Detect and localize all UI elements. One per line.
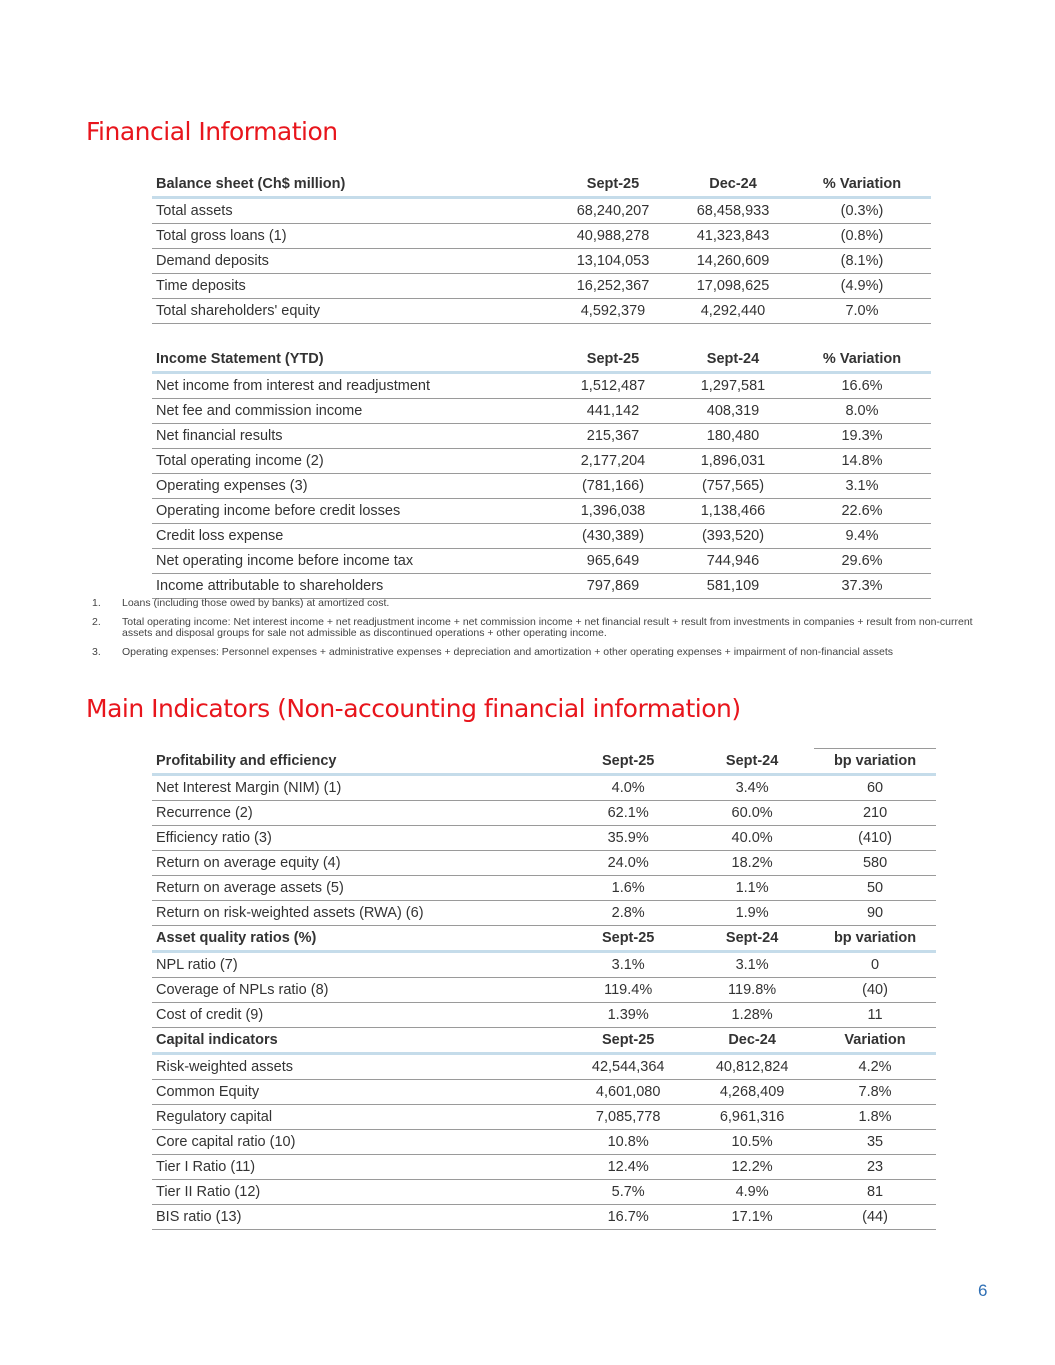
value-cell: 62.1% (566, 801, 690, 826)
value-cell: 1.9% (690, 901, 814, 926)
table-row (152, 1105, 936, 1130)
value-cell: 4,592,379 (553, 299, 673, 324)
value-cell: 41,323,843 (673, 224, 793, 249)
value-cell: (44) (814, 1205, 936, 1230)
value-cell: 12.2% (690, 1155, 814, 1180)
header-cell: Profitability and efficiency (152, 749, 566, 775)
value-cell: 19.3% (793, 424, 931, 449)
header-cell: Variation (814, 1028, 936, 1054)
value-cell: 4,601,080 (566, 1080, 690, 1105)
value-cell: 12.4% (566, 1155, 690, 1180)
table-header-row (152, 347, 931, 373)
balance-sheet-table (152, 172, 931, 324)
header-cell: bp variation (814, 749, 936, 775)
table-row (152, 198, 931, 224)
value-cell: 3.1% (566, 952, 690, 978)
value-cell: 1,512,487 (553, 373, 673, 399)
value-cell: 60 (814, 775, 936, 801)
value-cell: 35.9% (566, 826, 690, 851)
row-label: Demand deposits (152, 249, 553, 274)
value-cell: 2.8% (566, 901, 690, 926)
value-cell: 4,292,440 (673, 299, 793, 324)
value-cell: 1,297,581 (673, 373, 793, 399)
value-cell: 1.39% (566, 1003, 690, 1028)
value-cell: (0.8%) (793, 224, 931, 249)
value-cell: 16,252,367 (553, 274, 673, 299)
value-cell: 13,104,053 (553, 249, 673, 274)
value-cell: 215,367 (553, 424, 673, 449)
value-cell: (40) (814, 978, 936, 1003)
table-row (152, 801, 936, 826)
footnote-text: Loans (including those owed by banks) at amortized cost. (122, 597, 390, 609)
table-row (152, 978, 936, 1003)
value-cell: 90 (814, 901, 936, 926)
value-cell: (757,565) (673, 474, 793, 499)
footnotes (92, 598, 997, 666)
value-cell: 29.6% (793, 549, 931, 574)
table-row (152, 474, 931, 499)
page-number: 6 (978, 1281, 988, 1300)
capital-header-row (152, 1028, 936, 1054)
header-cell: Capital indicators (152, 1028, 566, 1054)
value-cell: 22.6% (793, 499, 931, 524)
row-label: Total assets (152, 198, 553, 224)
income-statement-table (152, 347, 931, 599)
value-cell: 965,649 (553, 549, 673, 574)
value-cell: (430,389) (553, 524, 673, 549)
row-label: Efficiency ratio (3) (152, 826, 566, 851)
value-cell: 8.0% (793, 399, 931, 424)
header-cell: Sept-25 (566, 749, 690, 775)
header-cell: Asset quality ratios (%) (152, 926, 566, 952)
table-row (152, 249, 931, 274)
value-cell: 4.9% (690, 1180, 814, 1205)
table-row (152, 424, 931, 449)
footnote-number: 3. (92, 646, 101, 658)
row-label: Operating expenses (3) (152, 474, 553, 499)
main-indicators-title: Main Indicators (Non-accounting financial information) (86, 694, 741, 723)
value-cell: 441,142 (553, 399, 673, 424)
table-row (152, 952, 936, 978)
header-cell: Sept-25 (553, 347, 673, 373)
table-row (152, 299, 931, 324)
header-cell: Sept-25 (553, 172, 673, 198)
footnote-text: Total operating income: Net interest income + net readjustment income + net commission income + net financial result + result from investments in companies + result from non-current assets and disposal groups for sale not admissible as discontinued operations + other operating income. (122, 616, 973, 639)
row-label: Regulatory capital (152, 1105, 566, 1130)
value-cell: 1.8% (814, 1105, 936, 1130)
value-cell: (8.1%) (793, 249, 931, 274)
table-row (152, 901, 936, 926)
row-label: Income attributable to shareholders (152, 574, 553, 599)
table-row (152, 373, 931, 399)
header-cell: bp variation (814, 926, 936, 952)
value-cell: 17,098,625 (673, 274, 793, 299)
table-row (152, 574, 931, 599)
row-label: Coverage of NPLs ratio (8) (152, 978, 566, 1003)
value-cell: 3.1% (690, 952, 814, 978)
row-label: Net financial results (152, 424, 553, 449)
value-cell: (393,520) (673, 524, 793, 549)
value-cell: 14.8% (793, 449, 931, 474)
value-cell: 119.4% (566, 978, 690, 1003)
table-row (152, 1205, 936, 1230)
row-label: Return on average equity (4) (152, 851, 566, 876)
row-label: Cost of credit (9) (152, 1003, 566, 1028)
row-label: NPL ratio (7) (152, 952, 566, 978)
value-cell: 7.8% (814, 1080, 936, 1105)
header-cell: % Variation (793, 172, 931, 198)
table-row (152, 1130, 936, 1155)
footnote-number: 2. (92, 616, 101, 628)
value-cell: 1.28% (690, 1003, 814, 1028)
value-cell: (410) (814, 826, 936, 851)
row-label: Credit loss expense (152, 524, 553, 549)
table-row (152, 524, 931, 549)
value-cell: 580 (814, 851, 936, 876)
table-row (152, 1054, 936, 1080)
value-cell: 7.0% (793, 299, 931, 324)
value-cell: 24.0% (566, 851, 690, 876)
value-cell: 119.8% (690, 978, 814, 1003)
header-cell: % Variation (793, 347, 931, 373)
value-cell: 50 (814, 876, 936, 901)
row-label: Net Interest Margin (NIM) (1) (152, 775, 566, 801)
value-cell: (0.3%) (793, 198, 931, 224)
table-row (152, 449, 931, 474)
footnote-number: 1. (92, 597, 101, 609)
row-label: Total operating income (2) (152, 449, 553, 474)
value-cell: 3.4% (690, 775, 814, 801)
value-cell: 6,961,316 (690, 1105, 814, 1130)
table-header-row (152, 172, 931, 198)
table-row (152, 1180, 936, 1205)
value-cell: 14,260,609 (673, 249, 793, 274)
header-cell: Sept-25 (566, 926, 690, 952)
value-cell: 180,480 (673, 424, 793, 449)
value-cell: (781,166) (553, 474, 673, 499)
value-cell: 42,544,364 (566, 1054, 690, 1080)
value-cell: 11 (814, 1003, 936, 1028)
table-row (152, 274, 931, 299)
value-cell: 5.7% (566, 1180, 690, 1205)
value-cell: 68,240,207 (553, 198, 673, 224)
value-cell: 40,812,824 (690, 1054, 814, 1080)
row-label: Net operating income before income tax (152, 549, 553, 574)
header-cell: Dec-24 (690, 1028, 814, 1054)
value-cell: 35 (814, 1130, 936, 1155)
row-label: BIS ratio (13) (152, 1205, 566, 1230)
value-cell: 60.0% (690, 801, 814, 826)
header-cell: Sept-25 (566, 1028, 690, 1054)
table-row (152, 499, 931, 524)
table-row (152, 399, 931, 424)
value-cell: 10.5% (690, 1130, 814, 1155)
row-label: Total shareholders' equity (152, 299, 553, 324)
value-cell: 10.8% (566, 1130, 690, 1155)
value-cell: 4.2% (814, 1054, 936, 1080)
value-cell: 9.4% (793, 524, 931, 549)
row-label: Tier I Ratio (11) (152, 1155, 566, 1180)
value-cell: 40.0% (690, 826, 814, 851)
table-row (152, 826, 936, 851)
financial-information-title: Financial Information (86, 117, 338, 146)
table-row (152, 1080, 936, 1105)
value-cell: 1,396,038 (553, 499, 673, 524)
asset-quality-header-row (152, 926, 936, 952)
header-cell: Income Statement (YTD) (152, 347, 553, 373)
footnote (92, 647, 997, 658)
value-cell: 744,946 (673, 549, 793, 574)
row-label: Net income from interest and readjustment (152, 373, 553, 399)
value-cell: 23 (814, 1155, 936, 1180)
row-label: Operating income before credit losses (152, 499, 553, 524)
row-label: Tier II Ratio (12) (152, 1180, 566, 1205)
footnote (92, 598, 997, 609)
value-cell: (4.9%) (793, 274, 931, 299)
value-cell: 1,896,031 (673, 449, 793, 474)
header-cell: Sept-24 (673, 347, 793, 373)
value-cell: 16.7% (566, 1205, 690, 1230)
value-cell: 581,109 (673, 574, 793, 599)
value-cell: 210 (814, 801, 936, 826)
header-cell: Balance sheet (Ch$ million) (152, 172, 553, 198)
header-cell: Sept-24 (690, 749, 814, 775)
row-label: Time deposits (152, 274, 553, 299)
value-cell: 1.1% (690, 876, 814, 901)
value-cell: 797,869 (553, 574, 673, 599)
value-cell: 3.1% (793, 474, 931, 499)
row-label: Return on average assets (5) (152, 876, 566, 901)
row-label: Common Equity (152, 1080, 566, 1105)
value-cell: 40,988,278 (553, 224, 673, 249)
row-label: Net fee and commission income (152, 399, 553, 424)
value-cell: 68,458,933 (673, 198, 793, 224)
value-cell: 16.6% (793, 373, 931, 399)
footnote-text: Operating expenses: Personnel expenses + administrative expenses + depreciation and amortization + other operating expenses + impairment of non-financial assets (122, 646, 894, 658)
row-label: Core capital ratio (10) (152, 1130, 566, 1155)
value-cell: 2,177,204 (553, 449, 673, 474)
value-cell: 17.1% (690, 1205, 814, 1230)
header-cell: Dec-24 (673, 172, 793, 198)
main-indicators-table (152, 748, 936, 1230)
row-label: Risk-weighted assets (152, 1054, 566, 1080)
table-row (152, 1003, 936, 1028)
table-row (152, 1155, 936, 1180)
row-label: Recurrence (2) (152, 801, 566, 826)
header-cell: Sept-24 (690, 926, 814, 952)
footnote (92, 617, 997, 639)
table-row (152, 851, 936, 876)
value-cell: 408,319 (673, 399, 793, 424)
table-row (152, 876, 936, 901)
row-label: Return on risk-weighted assets (RWA) (6) (152, 901, 566, 926)
value-cell: 7,085,778 (566, 1105, 690, 1130)
value-cell: 0 (814, 952, 936, 978)
profitability-header-row (152, 749, 936, 775)
table-row (152, 775, 936, 801)
value-cell: 1.6% (566, 876, 690, 901)
value-cell: 4.0% (566, 775, 690, 801)
value-cell: 81 (814, 1180, 936, 1205)
value-cell: 1,138,466 (673, 499, 793, 524)
table-row (152, 549, 931, 574)
value-cell: 18.2% (690, 851, 814, 876)
table-row (152, 224, 931, 249)
value-cell: 4,268,409 (690, 1080, 814, 1105)
value-cell: 37.3% (793, 574, 931, 599)
row-label: Total gross loans (1) (152, 224, 553, 249)
